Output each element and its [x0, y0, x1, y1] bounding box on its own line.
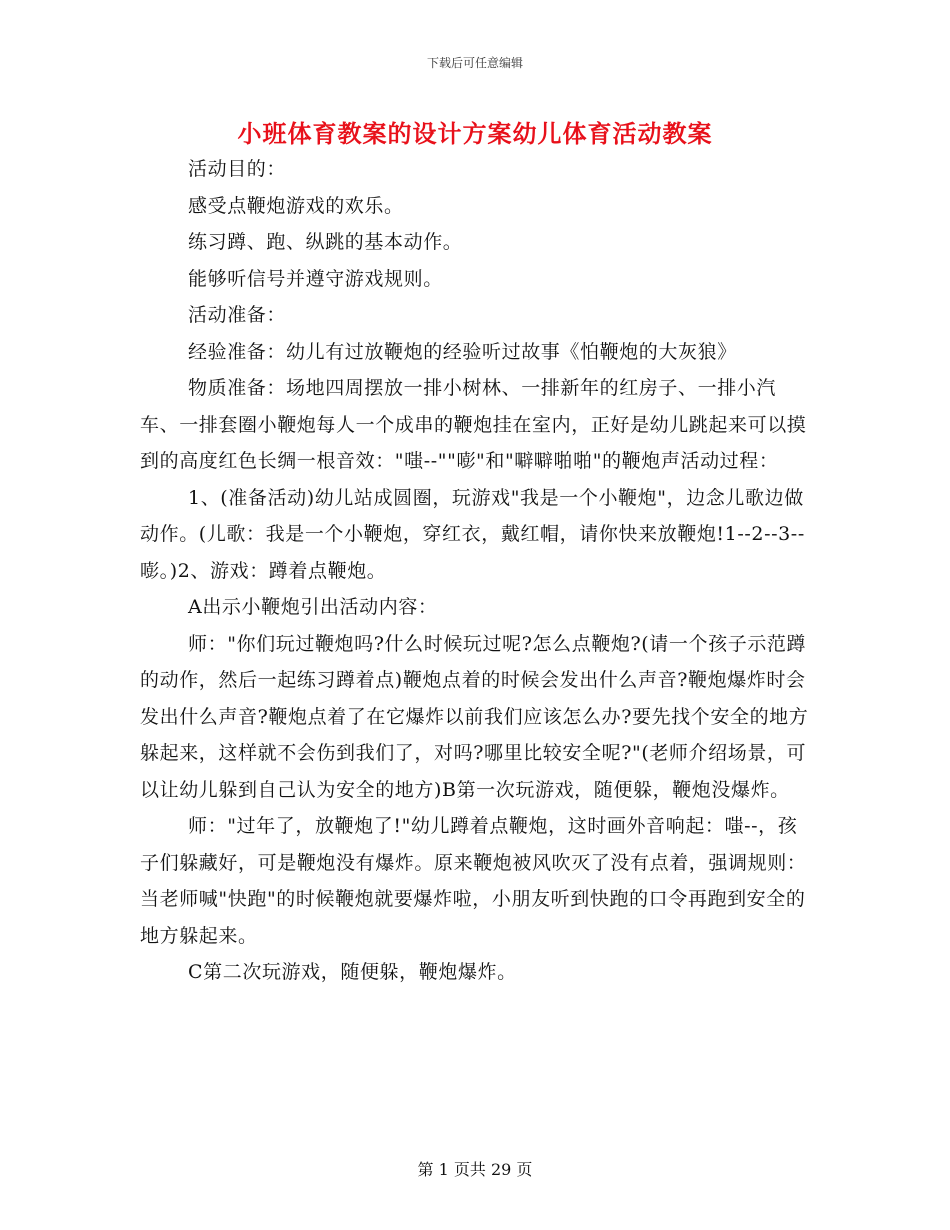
paragraph-experience-preparation: 经验准备：幼儿有过放鞭炮的经验听过故事《怕鞭炮的大灰狼》 [188, 340, 737, 363]
paragraph-activity-goals-heading: 活动目的： [188, 158, 287, 180]
header-note: 下载后可任意编辑 [426, 56, 523, 70]
paragraph-step-c: C第二次玩游戏，随便躲，鞭炮爆炸。 [188, 961, 517, 983]
paragraph-step-a: A出示小鞭炮引出活动内容： [188, 596, 438, 618]
document-title: 小班体育教案的设计方案幼儿体育活动教案 [237, 119, 713, 148]
paragraph-goal-3: 能够听信号并遵守游戏规则。 [188, 267, 443, 290]
paragraph-goal-2: 练习蹲、跑、纵跳的基本动作。 [188, 231, 463, 253]
document-body [140, 151, 815, 991]
paragraph-teacher-dialogue-2: 师："过年了，放鞭炮了!"幼儿蹲着点鞭炮，这时画外音响起：嗤--，孩子们躲藏好，可是鞭炮没有爆炸。原来鞭炮被风吹灭了没有点着，强调规则：当老师喊"快跑"的时候鞭炮就要爆炸啦，小朋友听到快跑的口令再跑到安全的地方躲起来。 [140, 815, 807, 947]
paragraph-step-1: 1、(准备活动)幼儿站成圆圈，玩游戏"我是一个小鞭炮"，边念儿歌边做动作。(儿歌：我是一个小鞭炮，穿红衣，戴红帽，请你快来放鞭炮!1--2--3--嘭。)2、游戏：蹲着点鞭炮。 [140, 486, 805, 582]
page-footer: 第 1 页共 29 页 [417, 1160, 533, 1179]
paragraph-goal-1: 感受点鞭炮游戏的欢乐。 [188, 194, 404, 217]
paragraph-teacher-dialogue-1: 师："你们玩过鞭炮吗?什么时候玩过呢?怎么点鞭炮?(请一个孩子示范蹲的动作，然后一起练习蹲着点)鞭炮点着的时候会发出什么声音?鞭炮爆炸时会发出什么声音?鞭炮点着了在它爆炸以前我们应该怎么办?要先找个安全的地方躲起来，这样就不会伤到我们了，对吗?哪里比较安全呢?"(老师介绍场景，可以让幼儿躲到自己认为安全的地方)B第一次玩游戏，随便躲，鞭炮没爆炸。 [140, 632, 809, 801]
paragraph-preparation-heading: 活动准备： [188, 304, 287, 326]
paragraph-material-preparation: 物质准备：场地四周摆放一排小树林、一排新年的红房子、一排小汽车、一排套圈小鞭炮每人一个成串的鞭炮挂在室内，正好是幼儿跳起来可以摸到的高度红色长绸一根音效："嗤--""嘭"和"噼噼啪啪"的鞭炮声活动过程： [140, 377, 807, 472]
